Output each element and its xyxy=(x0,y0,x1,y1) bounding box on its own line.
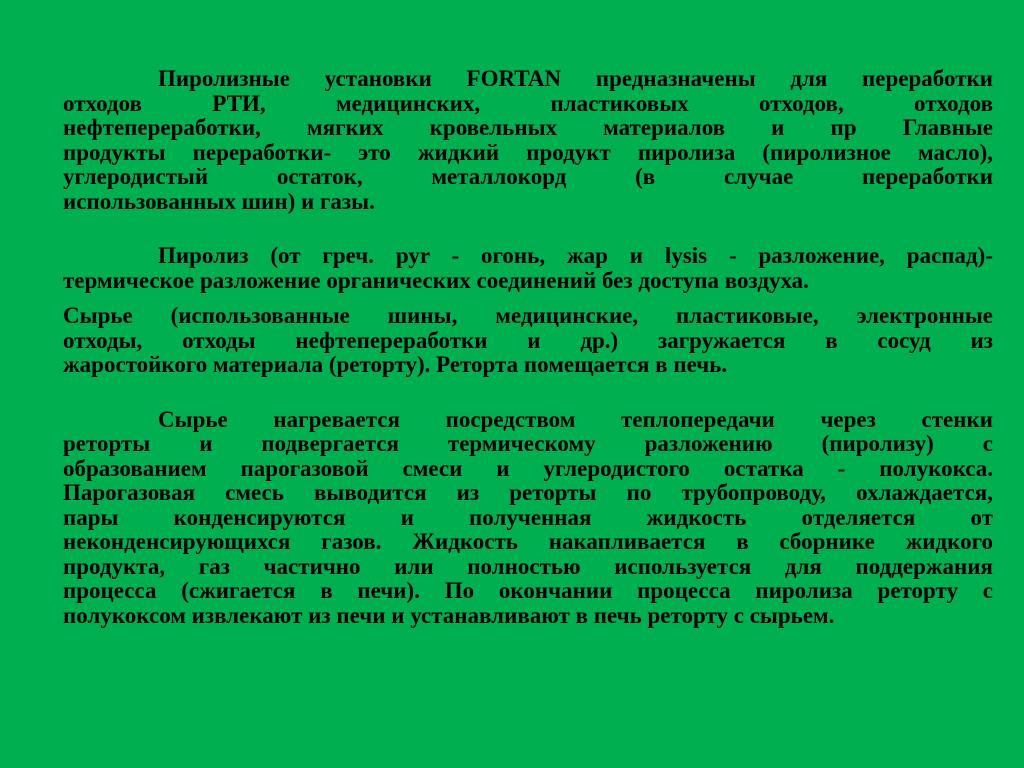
text-line: реторты и подвергается термическому разложению (пиролизу) с xyxy=(63,431,993,456)
paragraph-raw-materials xyxy=(63,304,993,378)
text-line: нефтепереработки, мягких кровельных материалов и пр Главные xyxy=(63,115,993,140)
text-line: продукты переработки- это жидкий продукт пиролиза (пиролизное масло), xyxy=(63,139,993,165)
text-line: отходы, отходы нефтепереработки и др.) загружается в сосуд из xyxy=(63,327,993,353)
paragraph-process-description xyxy=(63,408,993,629)
text-line: Сырье (использованные шины, медицинские, пластиковые, электронные xyxy=(63,303,993,328)
text-line: Сырье нагревается посредством теплопередачи через стенки xyxy=(158,406,993,432)
text-line: неконденсирующихся газов. Жидкость накапливается в сборнике жидкого xyxy=(63,529,993,554)
text-line: процесса (сжигается в печи). По окончании процесса пиролиза реторту с xyxy=(63,578,993,603)
text-line: углеродистый остаток, металлокорд (в случае переработки xyxy=(63,164,993,189)
text-line: Пиролиз (от греч. руr - огонь, жар и lysis - разложение, распад)- xyxy=(158,243,993,268)
text-line: жаростойкого материала (реторту). Реторта помещается в печь. xyxy=(63,352,728,377)
text-line: полукоксом извлекают из печи и устанавливают в печь реторту с сырьем. xyxy=(63,602,835,628)
text-line: Пиролизные установки FORTAN предназначены для переработки xyxy=(158,66,993,91)
text-line: отходов РТИ, медицинских, пластиковых отходов, отходов xyxy=(63,90,993,116)
slide-text-body xyxy=(63,67,993,628)
text-line: термическое разложение органических соединений без доступа воздуха. xyxy=(63,267,809,293)
paragraph-pyrolysis-definition xyxy=(63,244,993,293)
text-line: использованных шин) и газы. xyxy=(63,188,375,214)
text-line: пары конденсируются и полученная жидкость отделяется от xyxy=(63,504,993,530)
text-line: продукта, газ частично или полностью используется для поддержания xyxy=(63,553,993,579)
text-line: Парогазовая смесь выводится из реторты по трубопроводу, охлаждается, xyxy=(63,480,993,505)
text-line: образованием парогазовой смеси и углеродистого остатка - полукокса. xyxy=(63,455,993,481)
paragraph-fortan-intro xyxy=(63,67,993,214)
